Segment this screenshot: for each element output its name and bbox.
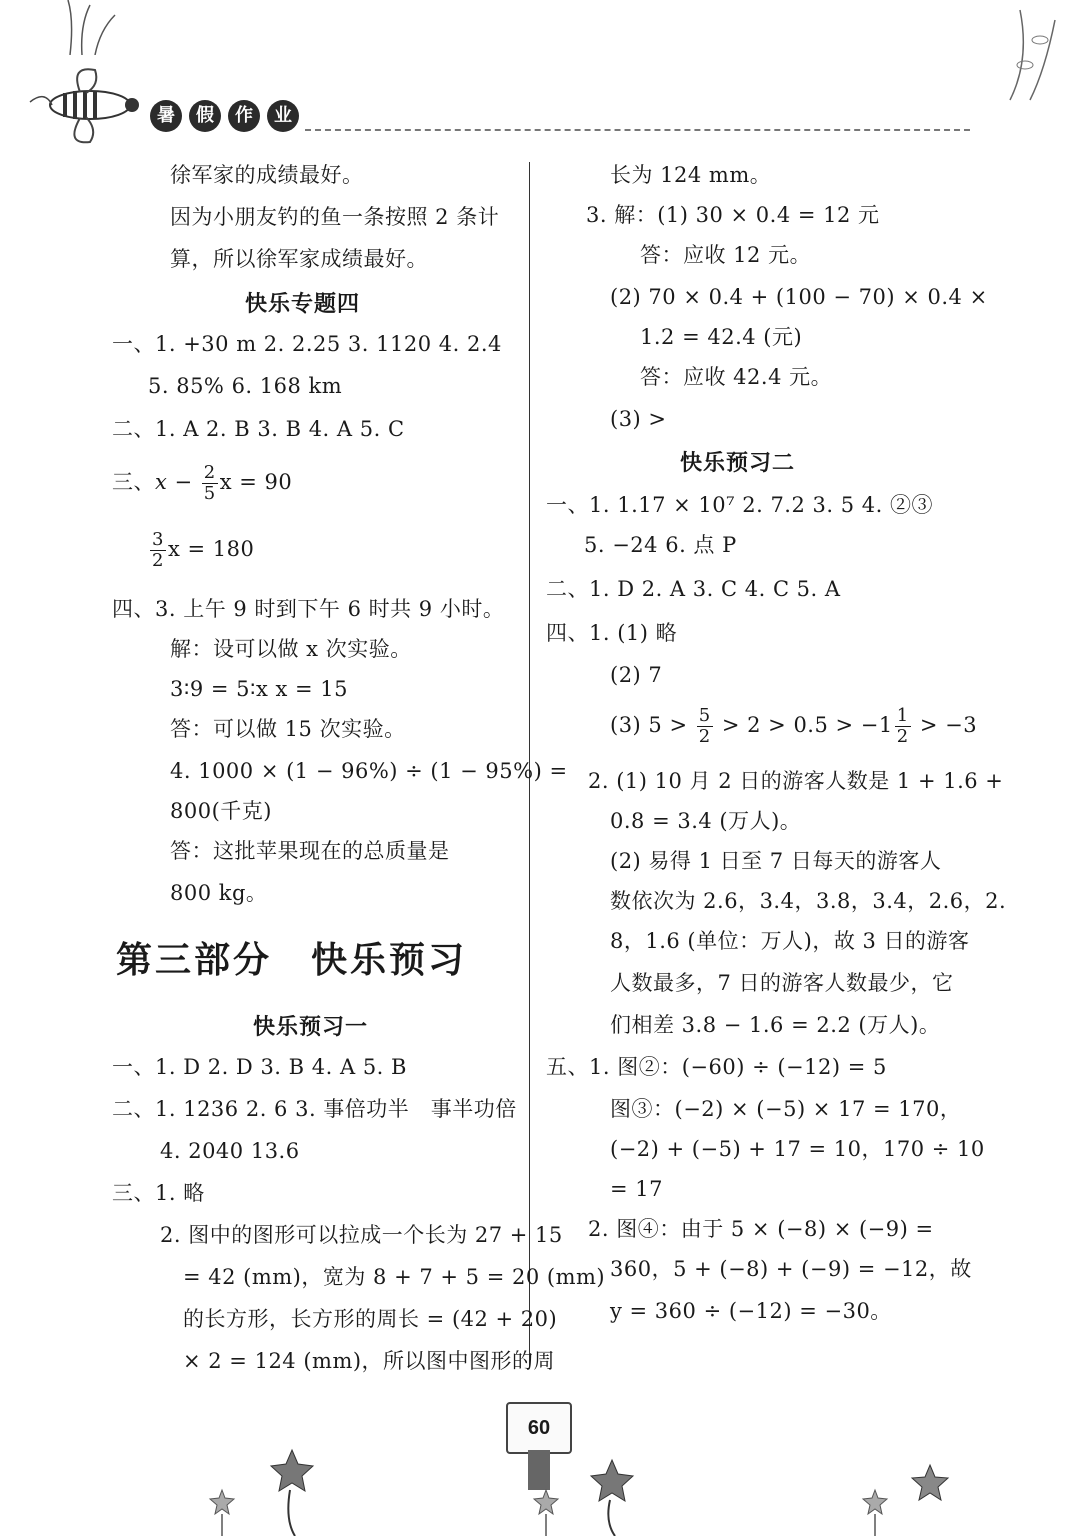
equation-op: − xyxy=(167,470,200,494)
answer-line: 一、1. +30 m 2. 2.25 3. 1120 4. 2.4 xyxy=(112,332,502,356)
star-flower-illustration xyxy=(520,1450,650,1536)
answer-line: 5. −24 6. 点 P xyxy=(584,533,737,557)
inequality-prefix: (3) 5 > xyxy=(610,713,695,737)
answer-line: 答：这批苹果现在的总质量是 xyxy=(170,839,450,863)
answer-line: 800(千克) xyxy=(170,799,272,823)
answer-line: 数依次为 2.6，3.4，3.8，3.4，2.6，2. xyxy=(610,889,1007,913)
answer-line: (2) 易得 1 日至 7 日每天的游客人 xyxy=(610,849,942,873)
answer-line: 四、1. (1) 略 xyxy=(546,621,678,645)
answer-line: y = 360 ÷ (−12) = −30。 xyxy=(610,1299,892,1323)
answer-line: (−2) + (−5) + 17 = 10，170 ÷ 10 xyxy=(610,1137,985,1161)
answer-line: 图③：(−2) × (−5) × 17 = 170， xyxy=(610,1097,962,1121)
answer-line: 3∶9 = 5∶x x = 15 xyxy=(170,677,348,701)
header-title-char: 暑 xyxy=(150,100,182,132)
fraction-denominator: 2 xyxy=(698,726,711,747)
answer-line: 答：应收 12 元。 xyxy=(640,243,812,267)
page-number: 60 xyxy=(506,1402,572,1454)
answer-line: 二、1. A 2. B 3. B 4. A 5. C xyxy=(112,417,405,441)
answer-line: 们相差 3.8 − 1.6 = 2.2 (万人)。 xyxy=(610,1013,941,1037)
equation-line xyxy=(148,527,254,571)
equation-tail: x = 180 xyxy=(167,537,255,561)
answer-line: (2) 70 × 0.4 + (100 − 70) × 0.4 × xyxy=(610,285,988,309)
answer-line: 360，5 + (−8) + (−9) = −12，故 xyxy=(610,1257,972,1281)
answer-line: = 17 xyxy=(610,1177,663,1201)
answer-line: 答：可以做 15 次实验。 xyxy=(170,717,406,741)
fraction-denominator: 5 xyxy=(203,483,216,504)
text-line: 算，所以徐军家成绩最好。 xyxy=(170,247,428,271)
answer-line: 四、3. 上午 9 时到下午 6 时共 9 小时。 xyxy=(112,597,505,621)
answer-line: 4. 1000 × (1 − 96%) ÷ (1 − 95%) = xyxy=(170,759,568,783)
header-title-char: 假 xyxy=(189,100,221,132)
part-title: 第三部分 快乐预习 xyxy=(116,939,468,981)
inequality-line xyxy=(610,702,977,748)
header-title-char: 作 xyxy=(228,100,260,132)
answer-line: 答：应收 42.4 元。 xyxy=(640,365,833,389)
answer-line: 5. 85% 6. 168 km xyxy=(148,374,343,398)
equation-tail: x = 90 xyxy=(219,470,293,494)
inequality-middle: > 2 > 0.5 > −1 xyxy=(714,713,893,737)
bee-illustration xyxy=(20,60,150,150)
inequality-tail: > −3 xyxy=(912,713,978,737)
star-flower-illustration xyxy=(200,1440,330,1536)
fraction-denominator: 2 xyxy=(896,726,909,747)
section-title: 快乐预习二 xyxy=(680,450,796,476)
header-title-char: 业 xyxy=(267,100,299,132)
answer-line: 三、1. 略 xyxy=(112,1181,205,1205)
answer-line: (2) 7 xyxy=(610,663,663,687)
text-line: 因为小朋友钓的鱼一条按照 2 条计 xyxy=(170,205,500,229)
answer-line: 2. 图中的图形可以拉成一个长为 27 + 15 xyxy=(160,1223,563,1247)
equation-prefix: 三、 xyxy=(112,470,155,494)
star-flower-illustration xyxy=(850,1460,960,1536)
equation-line xyxy=(112,460,292,504)
answer-line: 长为 124 mm。 xyxy=(610,163,772,187)
section-title: 快乐预习一 xyxy=(253,1014,369,1040)
answer-line: 的长方形，长方形的周长 = (42 + 20) xyxy=(183,1307,558,1331)
header-divider xyxy=(305,129,970,131)
answer-line: 2. 图④：由于 5 × (−8) × (−9) = xyxy=(588,1217,934,1241)
answer-line: × 2 = 124 (mm)，所以图中图形的周 xyxy=(183,1349,556,1373)
answer-line: (3) > xyxy=(610,407,667,431)
fraction xyxy=(150,530,166,571)
fraction-numerator: 3 xyxy=(152,529,164,550)
fraction-denominator: 2 xyxy=(152,550,164,571)
answer-line: 一、1. 1.17 × 10⁷ 2. 7.2 3. 5 4. ②③ xyxy=(546,493,933,517)
equation-var: x xyxy=(155,470,168,494)
answer-line: 二、1. 1236 2. 6 3. 事倍功半 事半功倍 xyxy=(112,1097,517,1121)
answer-line: 五、1. 图②：(−60) ÷ (−12) = 5 xyxy=(546,1055,887,1079)
answer-line: 3. 解：(1) 30 × 0.4 = 12 元 xyxy=(586,203,880,227)
answer-line: 0.8 = 3.4 (万人)。 xyxy=(610,809,802,833)
section-title: 快乐专题四 xyxy=(245,291,361,317)
fraction xyxy=(895,706,911,747)
fraction-numerator: 1 xyxy=(896,705,909,726)
answer-line: 2. (1) 10 月 2 日的游客人数是 1 + 1.6 + xyxy=(588,769,1004,793)
leaf-decoration xyxy=(990,0,1070,110)
answer-line: 解：设可以做 x 次实验。 xyxy=(170,637,412,661)
grass-decoration xyxy=(60,0,130,55)
answer-line: 一、1. D 2. D 3. B 4. A 5. B xyxy=(112,1055,407,1079)
text-line: 徐军家的成绩最好。 xyxy=(170,163,364,187)
fraction xyxy=(202,463,218,504)
fraction xyxy=(697,706,713,747)
answer-line: = 42 (mm)，宽为 8 + 7 + 5 = 20 (mm) xyxy=(183,1265,606,1289)
answer-line: 二、1. D 2. A 3. C 4. C 5. A xyxy=(546,577,841,601)
answer-line: 800 kg。 xyxy=(170,881,268,905)
answer-line: 4. 2040 13.6 xyxy=(160,1139,300,1163)
answer-line: 1.2 = 42.4 (元) xyxy=(640,325,803,349)
fraction-numerator: 5 xyxy=(698,705,711,726)
answer-line: 8，1.6 (单位：万人)，故 3 日的游客 xyxy=(610,929,970,953)
answer-line: 人数最多，7 日的游客人数最少，它 xyxy=(610,971,954,995)
fraction-numerator: 2 xyxy=(203,462,216,483)
